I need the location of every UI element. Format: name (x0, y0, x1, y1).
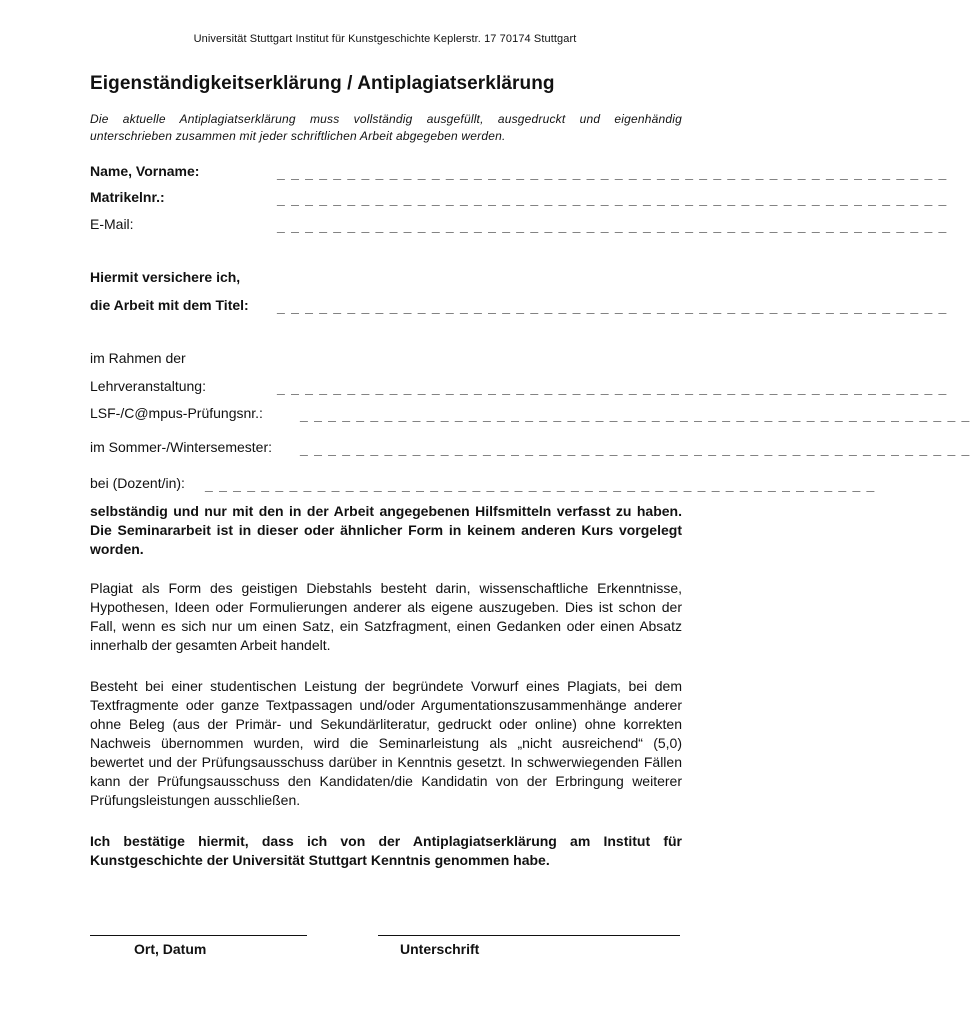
letterhead: Universität Stuttgart Institut für Kunstgeschichte Keplerstr. 17 70174 Stuttgart (193, 33, 577, 45)
semester-field[interactable]: _ _ _ _ _ _ _ _ _ _ _ _ _ _ _ _ _ _ _ _ _ _ _ _ _ _ _ _ _ _ _ _ _ _ _ _ _ _ _ _ _ _ _ _ _ _ _ _ (300, 441, 971, 457)
matrikel-field[interactable]: _ _ _ _ _ _ _ _ _ _ _ _ _ _ _ _ _ _ _ _ _ _ _ _ _ _ _ _ _ _ _ _ _ _ _ _ _ _ _ _ _ _ _ _ _ _ _ _ (277, 191, 948, 207)
rahmen-label: im Rahmen der (90, 350, 186, 366)
name-label: Name, Vorname: (90, 163, 200, 179)
lsf-label: LSF-/C@mpus-Prüfungsnr.: (90, 405, 263, 421)
email-field[interactable]: _ _ _ _ _ _ _ _ _ _ _ _ _ _ _ _ _ _ _ _ _ _ _ _ _ _ _ _ _ _ _ _ _ _ _ _ _ _ _ _ _ _ _ _ _ _ _ _ (277, 218, 948, 234)
unterschrift-label: Unterschrift (400, 941, 480, 957)
lehrveranstaltung-field[interactable]: _ _ _ _ _ _ _ _ _ _ _ _ _ _ _ _ _ _ _ _ _ _ _ _ _ _ _ _ _ _ _ _ _ _ _ _ _ _ _ _ _ _ _ _ _ _ _ _ (277, 380, 948, 396)
intro-text: Die aktuelle Antiplagiatserklärung muss vollständig ausgefüllt, ausgedruckt und eigenhändig unterschrieben zusammen mit jeder schriftlichen Arbeit abgegeben werden. (90, 112, 682, 143)
versichere-label: Hiermit versichere ich, (90, 269, 241, 285)
selbststaendig-paragraph: selbständig und nur mit den in der Arbeit angegebenen Hilfsmitteln verfasst zu haben. Die Seminararbeit ist in dieser oder ähnlicher Form in keinem anderen Kurs vorgelegt worden. (90, 503, 682, 557)
titel-label: die Arbeit mit dem Titel: (90, 297, 249, 313)
document-title: Eigenständigkeitserklärung / Antiplagiatserklärung (90, 73, 555, 94)
vorwurf-paragraph: Besteht bei einer studentischen Leistung der begründete Vorwurf eines Plagiats, bei dem Textfragmente oder ganze Textpassagen und/oder Argumentationszusammenhänge anderer ohne Beleg (aus der Primär- und Sekundärliteratur, gedruckt oder online) ohne korrekten Nachweis übernommen wurden, wird die Seminarleistung als „nicht ausreichend“ (5,0) bewertet und der Prüfungsausschuss darüber in Kenntnis gesetzt. In schwerwiegenden Fällen kann der Prüfungsausschuss den Kandidaten/die Kandidatin von der Erbringung weiterer Prüfungsleistungen ausschließen. (90, 678, 682, 808)
lehrveranstaltung-label: Lehrveranstaltung: (90, 378, 206, 394)
matrikel-label: Matrikelnr.: (90, 189, 165, 205)
titel-field[interactable]: _ _ _ _ _ _ _ _ _ _ _ _ _ _ _ _ _ _ _ _ _ _ _ _ _ _ _ _ _ _ _ _ _ _ _ _ _ _ _ _ _ _ _ _ _ _ _ _ (277, 299, 948, 315)
ort-datum-line[interactable] (90, 935, 307, 936)
email-label: E-Mail: (90, 216, 134, 232)
name-field[interactable]: _ _ _ _ _ _ _ _ _ _ _ _ _ _ _ _ _ _ _ _ _ _ _ _ _ _ _ _ _ _ _ _ _ _ _ _ _ _ _ _ _ _ _ _ _ _ _ _ (277, 165, 948, 181)
semester-label: im Sommer-/Wintersemester: (90, 439, 273, 455)
dozent-field[interactable]: _ _ _ _ _ _ _ _ _ _ _ _ _ _ _ _ _ _ _ _ _ _ _ _ _ _ _ _ _ _ _ _ _ _ _ _ _ _ _ _ _ _ _ _ _ _ _ _ (205, 477, 876, 493)
dozent-label: bei (Dozent/in): (90, 475, 185, 491)
lsf-field[interactable]: _ _ _ _ _ _ _ _ _ _ _ _ _ _ _ _ _ _ _ _ _ _ _ _ _ _ _ _ _ _ _ _ _ _ _ _ _ _ _ _ _ _ _ _ _ _ _ _ (300, 407, 971, 423)
ort-datum-label: Ort, Datum (134, 941, 207, 957)
unterschrift-line[interactable] (378, 935, 680, 936)
bestaetigung-paragraph: Ich bestätige hiermit, dass ich von der Antiplagiatserklärung am Institut für Kunstgeschichte der Universität Stuttgart Kenntnis genommen habe. (90, 833, 682, 868)
plagiat-paragraph: Plagiat als Form des geistigen Diebstahls besteht darin, wissenschaftliche Erkenntnisse, Hypothesen, Ideen oder Formulierungen anderer als eigene auszugeben. Dies ist schon der Fall, wenn es sich nur um einen Satz, ein Satzfragment, einen Gedanken oder einen Absatz innerhalb der gesamten Arbeit handelt. (90, 580, 682, 653)
